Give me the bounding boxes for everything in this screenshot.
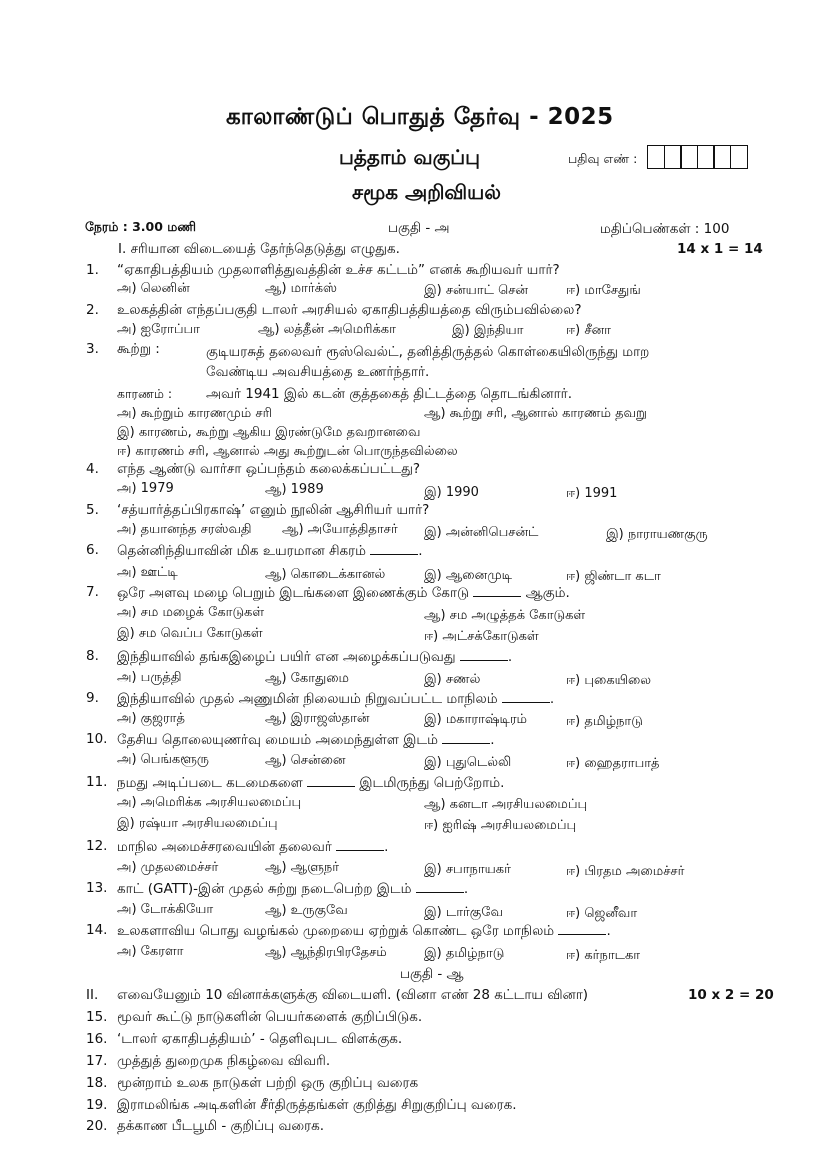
option-c: இ) மகாராஷ்டிரம் (424, 712, 527, 727)
question-text: முத்துத் துறைமுக நிகழ்வை விவரி. (117, 1053, 331, 1069)
answer-blank (473, 584, 521, 597)
option-a: அ) லெனின் (117, 281, 190, 296)
subject-title: சமூக அறிவியல் (352, 180, 501, 204)
option-c: இ) புதுடெல்லி (424, 755, 512, 770)
question-number: 10. (86, 731, 108, 747)
option-b: ஆ) ஆளுநர் (265, 860, 339, 875)
part-b-label: பகுதி - ஆ (400, 966, 464, 982)
option-c: இ) தமிழ்நாடு (424, 946, 505, 961)
option-b: ஆ) அயோத்திதாசர் (282, 522, 398, 537)
option-d: இ) நாராயணகுரு (606, 527, 708, 542)
option-b: ஆ) இராஜஸ்தான் (265, 711, 370, 726)
option-c: இ) சபாநாயகர் (424, 862, 511, 877)
question-text: மூவர் கூட்டு நாடுகளின் பெயர்களைக் குறிப்பிடுக. (117, 1009, 423, 1025)
option-a: அ) கூற்றும் காரணமும் சரி (117, 406, 272, 421)
option-c: இ) 1990 (424, 485, 479, 500)
assertion-text: குடியரசுத் தலைவர் ரூஸ்வெல்ட், தனித்திருத்தல் கொள்கையிலிருந்து மாற (206, 344, 650, 360)
option-b: ஆ) கனடா அரசியலமைப்பு (424, 797, 588, 812)
question-number: 2. (86, 302, 99, 318)
option-b: ஆ) ஆந்திரபிரதேசம் (265, 945, 387, 960)
option-c: இ) டார்குவே (424, 905, 503, 920)
part-b-roman: II. (86, 987, 99, 1003)
option-a: அ) முதலமைச்சர் (117, 860, 219, 875)
option-a: அ) சம மழைக் கோடுகள் (117, 605, 265, 620)
question-text: மாநில அமைச்சரவையின் தலைவர் . (117, 839, 389, 855)
option-a: அ) குஜராத் (117, 711, 185, 726)
question-number: 7. (86, 584, 99, 600)
question-number: 8. (86, 648, 99, 664)
answer-blank (370, 542, 418, 555)
question-number: 18. (86, 1075, 108, 1091)
option-b: ஆ) 1989 (265, 482, 324, 497)
option-a: அ) தயானந்த சரஸ்வதி (117, 522, 252, 537)
question-number: 16. (86, 1031, 108, 1047)
option-c: இ) அன்னிபெசன்ட் (424, 525, 539, 540)
option-d: ஈ) பிரதம அமைச்சர் (566, 864, 685, 879)
option-b: ஆ) சம அழுத்தக் கோடுகள் (424, 608, 586, 623)
answer-blank (460, 648, 508, 661)
question-number: 19. (86, 1097, 108, 1113)
option-a: அ) பருத்தி (117, 670, 182, 685)
marks-label: மதிப்பெண்கள் : 100 (600, 221, 730, 237)
option-d: ஈ) காரணம் சரி, ஆனால் அது கூற்றுடன் பொருந்தவில்லை (117, 444, 458, 459)
part-a-label: பகுதி - அ (388, 220, 450, 236)
part-a-instruction: I. சரியான விடையைத் தேர்ந்தெடுத்து எழுதுக. (118, 241, 400, 257)
question-number: 15. (86, 1009, 108, 1025)
question-text: ‘சத்யார்த்தப்பிரகாஷ்’ எனும் நூலின் ஆசிரியர் யார்? (117, 502, 430, 518)
assertion-label: கூற்று : (117, 341, 160, 357)
option-a: அ) கேரளா (117, 944, 184, 959)
option-d: ஈ) ஜெனீவா (566, 906, 638, 921)
answer-blank (558, 922, 606, 935)
question-text: தென்னிந்தியாவின் மிக உயரமான சிகரம் . (117, 543, 423, 559)
question-text: மூன்றாம் உலக நாடுகள் பற்றி ஒரு குறிப்பு வரைக (117, 1075, 419, 1091)
time-label: நேரம் : 3.00 மணி (85, 219, 196, 234)
option-d: ஈ) ஹைதராபாத் (566, 756, 660, 771)
option-c: இ) இந்தியா (452, 323, 524, 338)
option-d: ஈ) ஜிண்டா கடா (566, 569, 661, 584)
class-label: பத்தாம் வகுப்பு (339, 145, 481, 169)
question-number: 4. (86, 461, 99, 477)
question-number: 11. (86, 774, 108, 790)
question-text: எந்த ஆண்டு வார்சா ஒப்பந்தம் கலைக்கப்பட்டது? (117, 461, 421, 477)
option-d: ஈ) சீனா (566, 323, 611, 338)
question-text: இந்தியாவில் முதல் அணுமின் நிலையம் நிறுவப்பட்ட மாநிலம் . (117, 691, 555, 707)
part-b-instruction: எவையேனும் 10 வினாக்களுக்கு விடையளி. (வினா எண் 28 கட்டாய வினா) (117, 987, 589, 1003)
option-d: ஈ) 1991 (566, 486, 618, 501)
answer-blank (307, 774, 355, 787)
option-d: ஈ) அட்சக்கோடுகள் (424, 629, 539, 644)
question-text: காட் (GATT)-இன் முதல் சுற்று நடைபெற்ற இடம் . (117, 881, 469, 897)
question-number: 6. (86, 542, 99, 558)
option-a: அ) 1979 (117, 481, 174, 496)
question-number: 5. (86, 502, 99, 518)
option-a: அ) பெங்களூரு (117, 752, 209, 767)
option-a: அ) அமெரிக்க அரசியலமைப்பு (117, 795, 302, 810)
question-text: உலகத்தின் எந்தப்பகுதி டாலர் அரசியல் ஏகாதிபத்தியத்தை விரும்பவில்லை? (117, 302, 582, 318)
answer-blank (442, 731, 490, 744)
question-text: தக்காண பீடபூமி - குறிப்பு வரைக. (117, 1118, 325, 1134)
assertion-text-cont: வேண்டிய அவசியத்தை உணர்ந்தார். (206, 364, 430, 380)
option-b: ஆ) கொடைக்கானல் (265, 567, 386, 582)
option-c: இ) ஆனைமுடி (424, 568, 512, 583)
answer-blank (336, 838, 384, 851)
option-c: இ) சன்யாட் சென் (424, 283, 528, 298)
option-d: ஈ) மாசேதுங் (566, 283, 641, 298)
reason-label: காரணம் : (117, 386, 173, 401)
option-b: ஆ) உருகுவே (265, 903, 348, 918)
option-b: ஆ) கூற்று சரி, ஆனால் காரணம் தவறு (424, 406, 647, 421)
question-text: உலகளாவிய பொது வழங்கல் முறையை ஏற்றுக் கொண்ட ஒரே மாநிலம் . (117, 923, 611, 939)
exam-title: காலாண்டுப் பொதுத் தேர்வு - 2025 (226, 104, 614, 130)
register-number-boxes[interactable] (647, 145, 746, 169)
option-d: ஈ) கர்நாடகா (566, 948, 641, 963)
question-text: ஒரே அளவு மழை பெறும் இடங்களை இணைக்கும் கோடு ஆகும். (117, 585, 570, 601)
question-number: 14. (86, 922, 108, 938)
answer-blank (416, 880, 464, 893)
question-number: 9. (86, 690, 99, 706)
question-text: ‘டாலர் ஏகாதிபத்தியம்’ - தெளிவுபட விளக்குக. (117, 1031, 403, 1047)
question-text: இராமலிங்க அடிகளின் சீர்திருத்தங்கள் குறித்து சிறுகுறிப்பு வரைக. (117, 1097, 517, 1113)
question-number: 3. (86, 341, 99, 357)
option-a: அ) ஐரோப்பா (117, 322, 200, 337)
question-text: தேசிய தொலையுணர்வு மையம் அமைந்துள்ள இடம் . (117, 732, 495, 748)
option-c: இ) சம வெப்ப கோடுகள் (117, 626, 263, 641)
option-b: ஆ) லத்தீன் அமெரிக்கா (258, 322, 396, 337)
question-text: இந்தியாவில் தங்கஇழைப் பயிர் என அழைக்கப்படுவது . (117, 649, 513, 665)
question-number: 12. (86, 838, 108, 854)
question-text: நமது அடிப்படை கடமைகளை இடமிருந்து பெற்றோம். (117, 775, 505, 791)
option-d: ஈ) புகையிலை (566, 673, 652, 688)
register-number-label: பதிவு எண் : (568, 151, 638, 166)
part-a-scheme: 14 x 1 = 14 (677, 241, 763, 257)
reason-text: அவர் 1941 இல் கடன் குத்தகைத் திட்டத்தை தொடங்கினார். (206, 386, 572, 402)
option-d: ஈ) ஐரிஷ் அரசியலமைப்பு (424, 818, 577, 833)
option-b: ஆ) மார்க்ஸ் (265, 281, 337, 296)
question-number: 20. (86, 1118, 108, 1134)
option-c: இ) காரணம், கூற்று ஆகிய இரண்டுமே தவறானவை (117, 425, 421, 440)
option-c: இ) ரஷ்யா அரசியலமைப்பு (117, 816, 278, 831)
option-a: அ) டோக்கியோ (117, 902, 214, 917)
answer-blank (502, 690, 550, 703)
question-number: 1. (86, 262, 99, 278)
option-b: ஆ) சென்னை (265, 753, 346, 768)
question-number: 13. (86, 880, 108, 896)
option-a: அ) ஊட்டி (117, 565, 178, 580)
question-number: 17. (86, 1053, 108, 1069)
question-text: “ஏகாதிபத்தியம் முதலாளித்துவத்தின் உச்ச கட்டம்” எனக் கூறியவர் யார்? (117, 262, 560, 278)
option-c: இ) சணல் (424, 672, 481, 687)
option-d: ஈ) தமிழ்நாடு (566, 714, 643, 729)
part-b-scheme: 10 x 2 = 20 (688, 987, 774, 1003)
option-b: ஆ) கோதுமை (265, 671, 350, 686)
